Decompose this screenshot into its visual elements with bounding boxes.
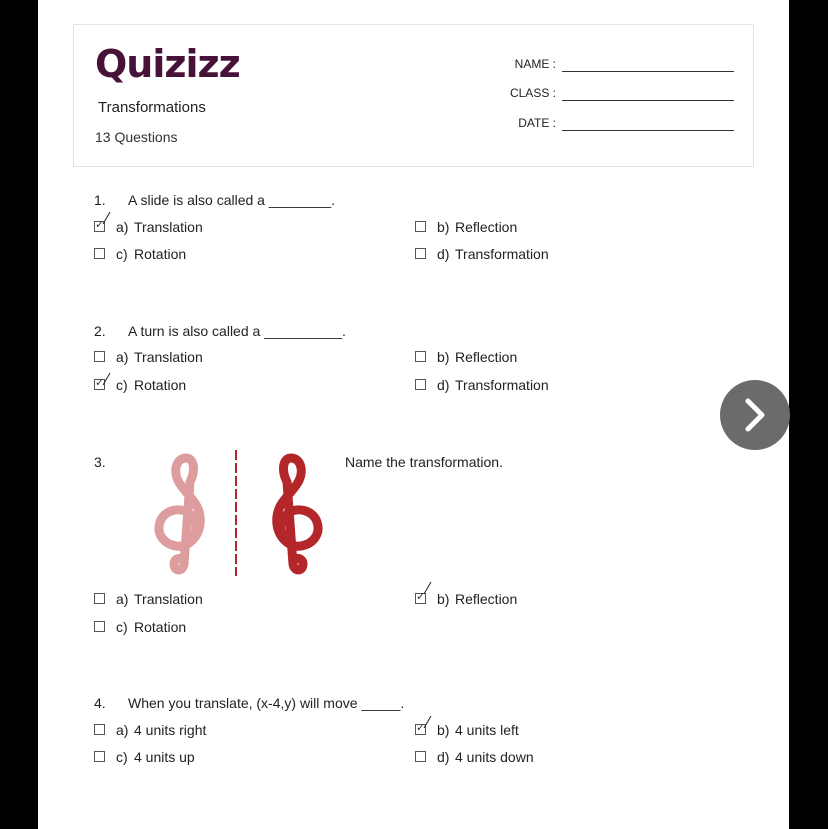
checkbox-icon[interactable] xyxy=(415,221,426,232)
class-label: CLASS : xyxy=(509,86,556,100)
option-letter: a) xyxy=(116,591,129,607)
checkbox-icon[interactable] xyxy=(94,724,105,735)
question-4-number: 4. xyxy=(94,695,106,711)
class-line xyxy=(562,100,734,101)
question-1-number: 1. xyxy=(94,192,106,208)
checkbox-icon[interactable] xyxy=(415,351,426,362)
option-text: 4 units down xyxy=(455,749,534,765)
option-text: Reflection xyxy=(455,349,518,365)
option-letter: a) xyxy=(116,349,129,365)
option-text: Reflection xyxy=(455,591,518,607)
checkbox-icon[interactable] xyxy=(94,248,105,259)
checkbox-icon[interactable] xyxy=(415,248,426,259)
option-letter: a) xyxy=(116,722,129,738)
worksheet-header xyxy=(73,24,754,167)
question-3-text: Name the transformation. xyxy=(345,454,503,470)
option-text: Translation xyxy=(134,349,203,365)
treble-clef-icon xyxy=(159,458,200,570)
question-1-text: A slide is also called a ________. xyxy=(128,192,336,208)
option-text: Transformation xyxy=(455,246,549,262)
name-line xyxy=(562,71,734,72)
option-text: Rotation xyxy=(134,246,187,262)
date-label: DATE : xyxy=(518,116,556,130)
quizizz-logo: Quizizz xyxy=(95,42,240,86)
option-letter: c) xyxy=(116,619,128,635)
option-letter: d) xyxy=(437,377,450,393)
question-count: 13 Questions xyxy=(95,129,178,145)
checkbox-icon[interactable] xyxy=(415,751,426,762)
option-text: 4 units right xyxy=(134,722,207,738)
question-2-number: 2. xyxy=(94,323,106,339)
checkbox-icon[interactable] xyxy=(415,593,426,604)
option-text: 4 units up xyxy=(134,749,195,765)
option-text: Rotation xyxy=(134,619,187,635)
quiz-title: Transformations xyxy=(98,99,206,116)
option-text: Translation xyxy=(134,219,203,235)
option-letter: b) xyxy=(437,722,450,738)
question-2-text: A turn is also called a __________. xyxy=(128,323,346,339)
name-label: NAME : xyxy=(514,57,556,71)
check-mark-icon xyxy=(424,582,432,595)
option-letter: d) xyxy=(437,749,450,765)
option-letter: d) xyxy=(437,246,450,262)
worksheet-page xyxy=(38,0,789,829)
checkbox-icon[interactable] xyxy=(415,379,426,390)
option-letter: b) xyxy=(437,219,450,235)
next-page-button[interactable] xyxy=(720,380,790,450)
option-text: Translation xyxy=(134,591,203,607)
option-letter: c) xyxy=(116,246,128,262)
checkbox-icon[interactable] xyxy=(94,593,105,604)
option-letter: c) xyxy=(116,377,128,393)
option-text: 4 units left xyxy=(455,722,519,738)
option-text: Reflection xyxy=(455,219,518,235)
option-letter: b) xyxy=(437,349,450,365)
option-text: Transformation xyxy=(455,377,549,393)
question-4-text: When you translate, (x-4,y) will move _____. xyxy=(128,695,405,711)
option-letter: b) xyxy=(437,591,450,607)
checkbox-icon[interactable] xyxy=(94,621,105,632)
option-text: Rotation xyxy=(134,377,187,393)
chevron-right-icon xyxy=(740,398,770,432)
checkbox-icon[interactable] xyxy=(94,751,105,762)
treble-clef-icon xyxy=(277,458,318,570)
option-letter: a) xyxy=(116,219,129,235)
date-line xyxy=(562,130,734,131)
option-letter: c) xyxy=(116,749,128,765)
question-3-number: 3. xyxy=(94,454,106,470)
treble-clef-reflection-image xyxy=(146,448,336,578)
checkbox-icon[interactable] xyxy=(94,351,105,362)
